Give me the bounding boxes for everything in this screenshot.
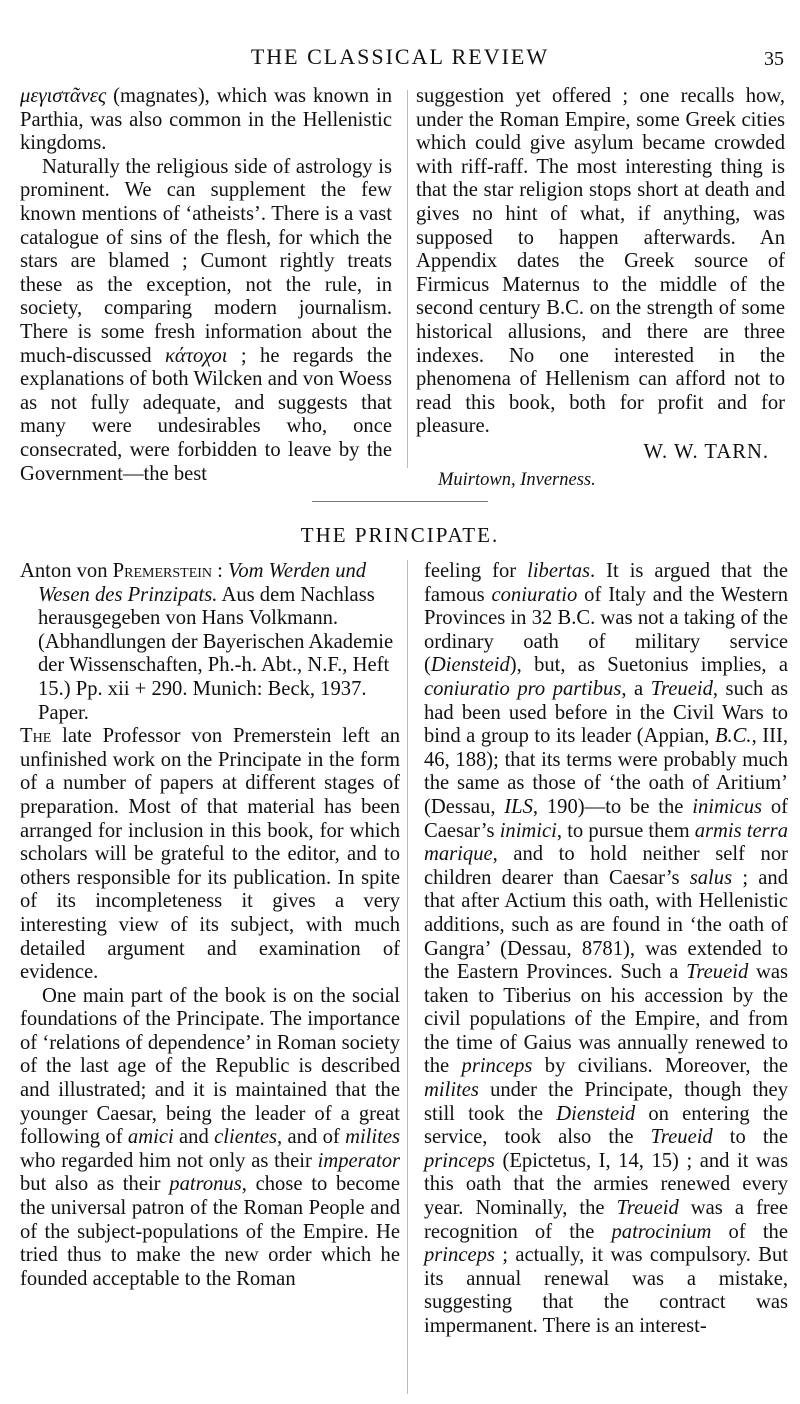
italic-term: Diensteid: [556, 1102, 636, 1125]
italic-term: amici: [127, 1126, 174, 1149]
text-run: of the: [711, 1220, 788, 1243]
text-run: ; actually, it was compulsory. But its annual renewal was a mistake, suggesting that the contract was impermanent. There is an interest-: [424, 1244, 788, 1337]
review1-left-column: [20, 85, 392, 486]
review2-right-column: [424, 560, 788, 1339]
text-run: , to pursue them: [556, 819, 695, 842]
text-run: and: [173, 1126, 215, 1149]
text-run: on entering the service, took also the: [424, 1102, 788, 1149]
text-run: , and of: [277, 1126, 346, 1149]
review2-right-paragraph-1: [424, 560, 788, 1339]
text-run: was not a taking of the ordinary oath of military service (: [424, 607, 788, 677]
text-run: under the Principate, though they still took the: [424, 1079, 788, 1125]
review2-left-paragraph-1: [20, 725, 400, 985]
italic-term: milites: [424, 1079, 479, 1102]
italic-term: B.C.: [714, 725, 752, 748]
page-number: 35: [764, 48, 784, 70]
text-run: late Professor von Premerstein left an unfinished work on the Principate in the form of a number of papers at different stages of preparation. Most of that material has been arranged for inclusion in this book, for which scholars will be grateful to the editor, and to others responsible for its publication. In spite of its incompleteness it gives a very interesting view of its subject, with much detailed argument and examination of evidence.: [20, 725, 400, 984]
text-run: ), but, as Suetonius implies, a: [509, 654, 788, 677]
reviewer-place: Muirtown, Inverness.: [438, 469, 596, 490]
text-run: , 190)—to be the: [532, 795, 693, 818]
bibliography-entry: [20, 560, 400, 725]
greek-term: μεγιστᾶνες: [20, 85, 107, 107]
book-details: Aus dem Nachlass herausgegeben von Hans Volkmann. (Abhandlungen der Bayerischen Akademie der Wissenschaften, Ph.-h. Abt., N.F., Heft 15.) Pp. xii + 290. Munich: Beck, 1937. Paper.: [38, 583, 394, 724]
italic-term: salus: [689, 866, 733, 889]
text-run: ; and that after Actium this oath, with Hellenistic additions, such as are found in ‘the oath of Gangra’ (Dessau, 8781), was extended to the Eastern Provinces. Such a: [424, 866, 788, 984]
review1-left-paragraph-1: [20, 85, 392, 156]
text-run: , chose to become the universal patron of the Roman People and of the subject-populations of the Empire. He tried thus to make the new order which he founded acceptable to the Roman: [20, 1173, 400, 1290]
text-run: Naturally the religious side of astrology is prominent. We can supplement the few known mentions of ‘atheists’. There is a vast catalogue of sins of the flesh, for which the stars are blamed ; Cumont rightly treats these as the exception, not the rule, in society, comparing modern journalism. There is some fresh information about the much-discussed: [20, 155, 392, 367]
text-run: (Epictetus, I, 14, 15) ; and it was this oath that the armies renewed every year. Nominally, the: [424, 1149, 788, 1220]
column-divider-top: [407, 90, 408, 468]
italic-term: armis terra marique: [424, 819, 788, 866]
italic-term: ILS: [504, 795, 533, 818]
italic-term: Treueid: [650, 677, 713, 700]
italic-term: clientes: [214, 1126, 278, 1149]
text-run: but also as their: [20, 1173, 170, 1196]
italic-term: inimici: [499, 819, 557, 842]
book-title: Vom Werden und Wesen des Prinzipats.: [38, 560, 367, 606]
reviewer-signature: W. W. TARN.: [643, 440, 769, 463]
text-run: of Caesar’s: [424, 795, 788, 842]
section-title: THE PRINCIPATE.: [300, 523, 500, 547]
text-run: who regarded him not only as their: [20, 1149, 318, 1172]
text-run: to the: [712, 1126, 788, 1149]
section-separator-rule: [312, 501, 488, 502]
italic-term: Treueid: [650, 1126, 713, 1149]
text-run: on the strength of some historical allusions, and there are three indexes. No one interested in the phenomena of Hellenism can afford not to read this book, both for profit and for pleasure.: [416, 297, 786, 438]
text-run: , III, 46, 188); that its terms were probably much the same as those of ‘the oath of Aritium’ (Dessau,: [424, 725, 788, 818]
running-head: [0, 40, 800, 80]
review1-right-paragraph-1: [416, 85, 785, 439]
text-run: of Italy and the Western Provinces in 32: [424, 583, 788, 630]
italic-term: coniuratio pro partibus: [424, 677, 622, 700]
journal-title: THE CLASSICAL REVIEW: [250, 44, 550, 69]
italic-term: Treueid: [616, 1197, 679, 1220]
text-run: , such as had been used before in the Civil Wars to bind a group to its leader (Appian,: [424, 677, 788, 748]
italic-term: princeps: [424, 1244, 495, 1267]
text-run: , and to hold neither self nor children dearer than Caesar’s: [424, 843, 788, 889]
greek-term: κάτοχοι: [164, 344, 228, 367]
text-run: , a: [621, 677, 651, 700]
author-first: Anton von: [20, 560, 113, 582]
text-run: was a free recognition of the: [424, 1197, 788, 1243]
italic-term: patrocinium: [611, 1220, 712, 1243]
italic-term: Diensteid: [430, 654, 510, 677]
text-run: ; he regards the explanations of both Wilcken and von Woess as not fully adequate, and suggests that many were undesirables who, once consecrated, were forbidden to leave by the Government—the best: [20, 344, 392, 485]
review1-right-column: [416, 85, 785, 492]
text-run: suggestion yet offered ; one recalls how, under the Roman Empire, some Greek cities which could give asylum became crowded with riff-raff. The most interesting thing is that the star religion stops short at death and gives no hint of what, if anything, was supposed to happen afterwards. An Appendix dates the Greek source of Firmicus Maternus to the middle of the second century: [416, 85, 785, 320]
text-run: . It is argued that the famous: [424, 560, 788, 606]
abbrev-bc: B.C.: [557, 607, 596, 630]
separator: :: [212, 560, 229, 582]
italic-term: Treueid: [686, 961, 749, 984]
text-run: by civilians. Moreover, the: [532, 1055, 789, 1078]
italic-term: libertas: [527, 560, 591, 582]
italic-term: imperator: [317, 1149, 400, 1172]
review2-left-paragraph-2: [20, 985, 400, 1292]
column-divider-bottom: [407, 560, 408, 1394]
text-run: One main part of the book is on the social foundations of the Principate. The importance of ‘relations of dependence’ in Roman society of the last age of the Republic is described and illustrated; and it is maintained that the younger Caesar, being the leader of a great following of: [20, 984, 400, 1149]
italic-term: patronus: [169, 1173, 242, 1196]
text-run: feeling for: [424, 560, 528, 582]
italic-term: coniuratio: [491, 583, 578, 606]
abbrev-bc: B.C.: [546, 297, 585, 320]
italic-term: princeps: [424, 1149, 495, 1172]
italic-term: princeps: [461, 1055, 533, 1078]
lead-word: The: [20, 725, 52, 748]
review2-left-column: [20, 560, 400, 1291]
italic-term: milites: [345, 1126, 400, 1149]
text-run: (magnates), which was known in Parthia, was also common in the Hellenistic kingdoms.: [20, 85, 392, 155]
text-run: was taken to Tiberius on his accession by the civil populations of the Empire, and from the time of Gaius was annually renewed to the: [424, 961, 788, 1078]
author-last: Premerstein: [112, 560, 213, 582]
italic-term: inimicus: [692, 795, 763, 818]
review1-left-paragraph-2: [20, 156, 392, 486]
